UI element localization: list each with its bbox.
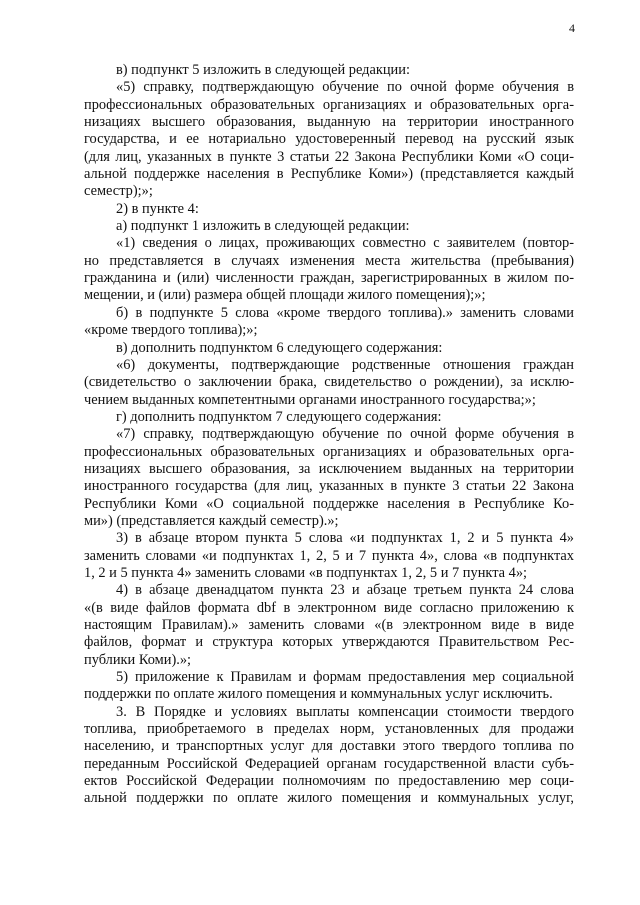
text-line: «5) справку, подтверждающую обучение по очной форме обучения в — [116, 79, 574, 96]
text-line: 4) в абзаце двенадцатом пункта 23 и абзаце третьем пункта 24 слова — [116, 582, 574, 599]
text-line: в) дополнить подпунктом 6 следующего содержания: — [116, 339, 443, 356]
text-line: (свидетельство о заключении брака, свидетельство о рождении), за исклю- — [84, 374, 574, 391]
paragraph — [84, 357, 574, 409]
text-line: Республики Коми «О социальной поддержке населения в Республике Ко- — [84, 495, 574, 512]
text-line: настоящим Правилам).» заменить словами «(в электронном виде в виде — [84, 617, 574, 633]
text-line: «1) сведения о лицах, проживающих совместно с заявителем (повтор- — [116, 235, 574, 252]
text-line: низациях высшего образования, за исключением выданных на территории — [84, 460, 574, 477]
text-line: альной поддержки по оплате жилого помещения и коммунальных услуг, — [84, 790, 574, 807]
text-line: в) подпункт 5 изложить в следующей редакции: — [116, 62, 410, 78]
text-line: 1, 2 и 5 пункта 4» заменить словами «в подпунктах 1, 2, 5 и 7 пункта 4»; — [84, 564, 528, 581]
text-line: 5) приложение к Правилам и формам предоставления мер социальной — [116, 669, 574, 686]
paragraph — [84, 235, 574, 304]
paragraph — [84, 340, 574, 357]
paragraph — [84, 669, 574, 704]
paragraph — [84, 218, 574, 235]
paragraph — [84, 582, 574, 669]
text-line: «7) справку, подтверждающую обучение по очной форме обучения в — [116, 426, 574, 443]
paragraph — [84, 79, 574, 200]
paragraph — [84, 201, 574, 218]
paragraph — [84, 426, 574, 530]
text-line: государства, и ее нотариально удостоверенный перевод на русский язык — [84, 131, 574, 148]
paragraph — [84, 62, 574, 79]
text-line: семестр);»; — [84, 183, 153, 200]
text-line: профессиональных образовательных организациях и образовательных орга- — [84, 443, 574, 460]
text-line: топлива, приобретаемого в пределах норм, установленных для продажи — [84, 721, 574, 738]
text-line: 3. В Порядке и условиях выплаты компенсации стоимости твердого — [116, 703, 574, 720]
text-line: 3) в абзаце втором пункта 5 слова «и подпунктах 1, 2 и 5 пункта 4» — [116, 530, 574, 547]
text-line: профессиональных образовательных организациях и образовательных орга- — [84, 96, 574, 113]
paragraph — [84, 409, 574, 426]
text-line: поддержки по оплате жилого помещения и коммунальных услуг исключить. — [84, 686, 553, 703]
paragraph — [84, 305, 574, 340]
paragraph — [84, 704, 574, 808]
text-line: мещении, и (или) размера общей площади жилого помещения);»; — [84, 287, 486, 304]
text-line: б) в подпункте 5 слова «кроме твердого топлива).» заменить словами — [116, 304, 574, 321]
text-line: иностранного государства (для лиц, указанных в пункте 3 статьи 22 Закона — [84, 478, 574, 495]
text-line: заменить словами «и подпунктах 1, 2, 5 и 7 пункта 4», слова «в подпунктах — [84, 547, 574, 564]
text-line: а) подпункт 1 изложить в следующей редакции: — [116, 218, 410, 235]
text-line: переданным Российской Федерацией органам государственной власти субъ- — [84, 755, 574, 772]
text-line: ми») (представляется каждый семестр).»; — [84, 512, 339, 529]
text-line: г) дополнить подпунктом 7 следующего содержания: — [116, 408, 442, 425]
text-line: альной поддержке населения в Республике Коми») (представляется каждый — [84, 166, 574, 183]
text-line: (для лиц, указанных в пункте 3 статьи 22 Закона Республики Коми «О соци- — [84, 148, 574, 165]
document-body — [84, 62, 574, 808]
text-line: «6) документы, подтверждающие родственные отношения граждан — [116, 356, 574, 373]
text-line: файлов, формат и структура которых утверждаются Правительством Рес- — [84, 634, 574, 651]
paragraph — [84, 530, 574, 582]
text-line: но представляется в случаях изменения места жительства (пребывания) — [84, 252, 574, 269]
text-line: гражданина и (или) численности граждан, зарегистрированных в жилом по- — [84, 270, 574, 287]
text-line: «(в виде файлов формата dbf в электронном виде согласно приложению к — [84, 599, 574, 616]
text-line: чением выданных компетентными органами иностранного государства;»; — [84, 391, 536, 408]
text-line: публики Коми).»; — [84, 651, 192, 668]
page-number: 4 — [569, 21, 575, 35]
text-line: низациях высшего образования, выданную на территории иностранного — [84, 114, 574, 131]
text-line: «кроме твердого топлива);»; — [84, 322, 258, 339]
text-line: ектов Российской Федерации полномочиям по предоставлению мер соци- — [84, 773, 574, 790]
text-line: населению, и транспортных услуг для доставки этого твердого топлива по — [84, 738, 574, 755]
text-line: 2) в пункте 4: — [116, 200, 199, 217]
